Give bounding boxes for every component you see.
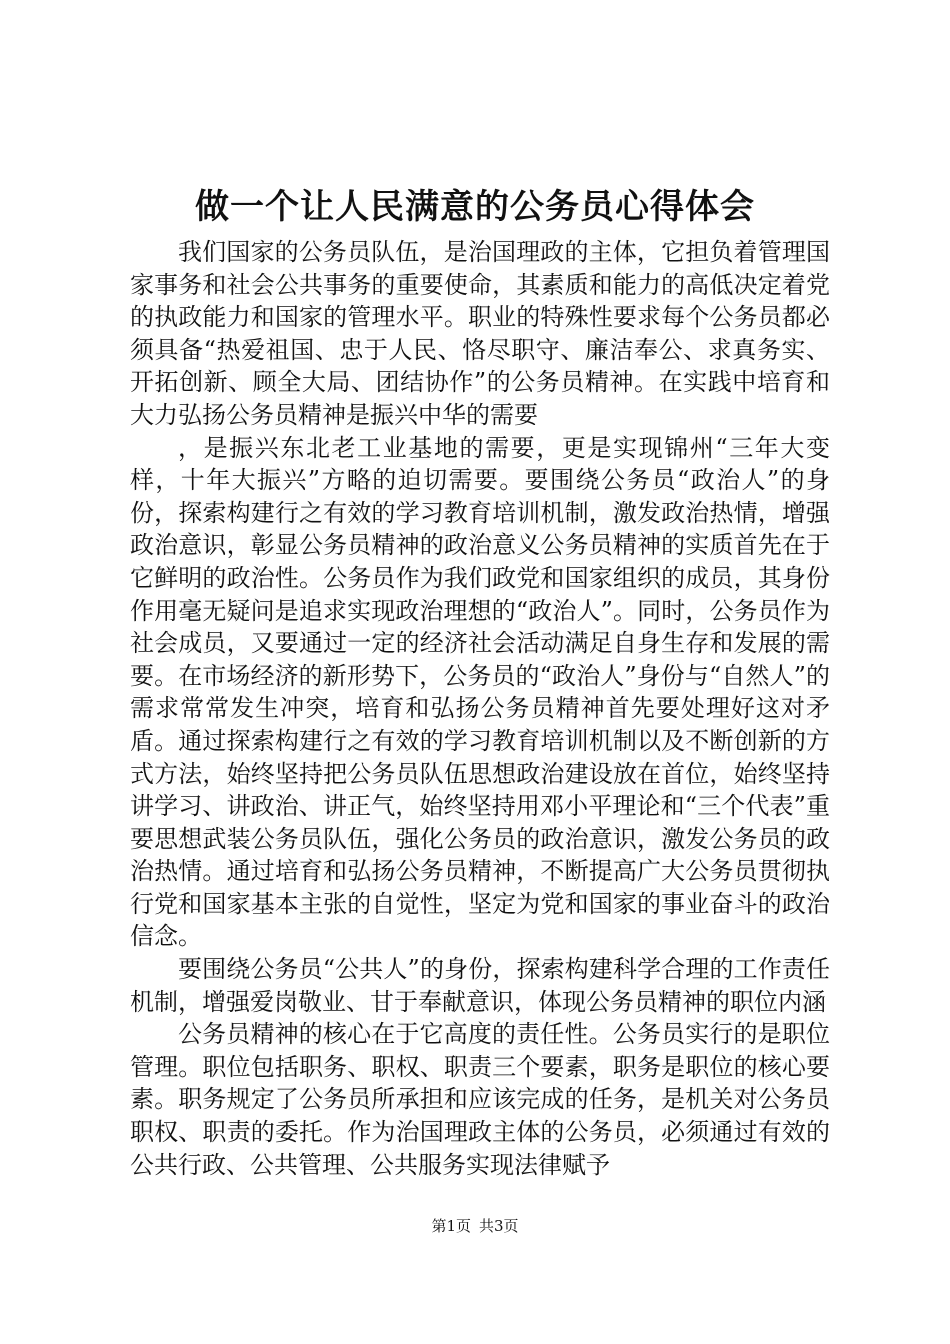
document-title: 做一个让人民满意的公务员心得体会: [195, 187, 755, 227]
page-footer: [0, 1216, 950, 1236]
paragraph-3: 要围绕公务员“公共人”的身份，探索构建科学合理的工作责任机制，增强爱岗敬业、甘于奉献意识，体现公务员精神的职位内涵: [130, 955, 830, 1016]
document-body: [130, 236, 830, 1181]
paragraph-4: 公务员精神的核心在于它高度的责任性。公务员实行的是职位管理。职位包括职务、职权、职责三个要素，职务是职位的核心要素。职务规定了公务员所承担和应该完成的任务，是机关对公务员职权、职责的委托。作为治国理政主体的公务员，必须通过有效的公共行政、公共管理、公共服务实现法律赋予: [130, 1020, 830, 1179]
page-total: 共3页: [479, 1217, 519, 1235]
paragraph-2: ，是振兴东北老工业基地的需要，更是实现锦州“三年大变样，十年大振兴”方略的迫切需要。要围绕公务员“政治人”的身份，探索构建行之有效的学习教育培训机制，激发政治热情，增强政治意识，彰显公务员精神的政治意义公务员精神的实质首先在于它鲜明的政治性。公务员作为我们政党和国家组织的成员，其身份作用毫无疑问是追求实现政治理想的“政治人”。同时，公务员作为社会成员，又要通过一定的经济社会活动满足自身生存和发展的需要。在市场经济的新形势下，公务员的“政治人”身份与“自然人”的需求常常发生冲突，培育和弘扬公务员精神首先要处理好这对矛盾。通过探索构建行之有效的学习教育培训机制以及不断创新的方式方法，始终坚持把公务员队伍思想政治建设放在首位，始终坚持讲学习、讲政治、讲正气，始终坚持用邓小平理论和“三个代表”重要思想武装公务员队伍，强化公务员的政治意识，激发公务员的政治热情。通过培育和弘扬公务员精神，不断提高广大公务员贯彻执行党和国家基本主张的自觉性，坚定为党和国家的事业奋斗的政治信念。: [130, 433, 830, 951]
page-number: 第1页: [431, 1217, 471, 1235]
paragraph-1: 我们国家的公务员队伍，是治国理政的主体，它担负着管理国家事务和社会公共事务的重要使命，其素质和能力的高低决定着党的执政能力和国家的管理水平。职业的特殊性要求每个公务员都必须具备“热爱祖国、忠于人民、恪尽职守、廉洁奉公、求真务实、开拓创新、顾全大局、团结协作”的公务员精神。在实践中培育和大力弘扬公务员精神是振兴中华的需要: [130, 238, 830, 429]
